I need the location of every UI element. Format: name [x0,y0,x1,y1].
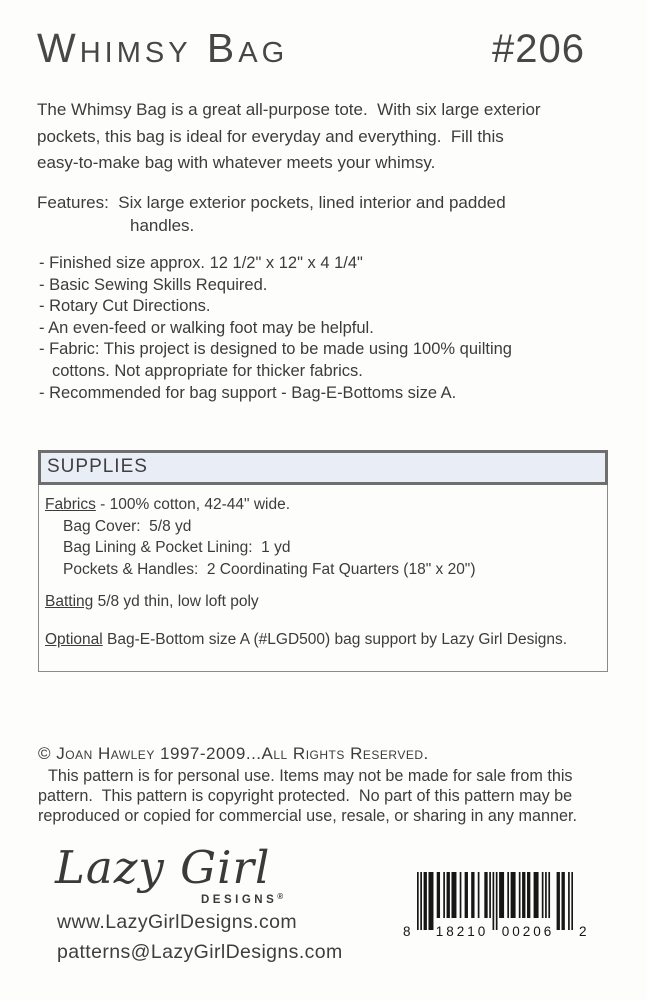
supply-item: Pockets & Handles: 2 Coordinating Fat Quarters (18" x 20") [63,560,476,578]
supplies-body [38,485,608,672]
optional-detail: Bag-E-Bottom size A (#LGD500) bag support by Lazy Girl Designs. [102,630,568,648]
fabrics-line [45,494,601,516]
features-line: handles. [130,216,195,235]
fabrics-detail: - 100% cotton, 42-44" wide. [95,496,291,513]
feature-item: - Fabric: This project is designed to be made using 100% quilting [39,340,512,359]
optional-label: Optional [45,630,103,648]
copyright-line: This pattern is for personal use. Items may not be made for sale from this [48,767,573,785]
intro-paragraph [37,97,541,177]
feature-item: - Recommended for bag support - Bag-E-Bottoms size A. [39,383,457,402]
website-url: www.LazyGirlDesigns.com [57,911,298,933]
logo-designs-text [201,892,283,906]
upc-barcode [403,872,587,948]
feature-list [39,253,512,404]
registered-trademark-icon: ® [277,892,284,901]
email-address: patterns@LazyGirlDesigns.com [57,941,343,963]
fabrics-label: Fabrics [45,496,96,513]
optional-line [45,629,601,651]
feature-item-continuation: cottons. Not appropriate for thicker fabrics. [52,361,363,380]
features-line: Features: Six large exterior pockets, lined interior and padded [37,193,506,212]
barcode-left-group: 18210 [435,924,489,939]
feature-item: - Finished size approx. 12 1/2" x 12" x 4 1/4" [39,254,363,272]
supplies-header: SUPPLIES [38,450,608,485]
copyright-line: reproduced or copied for commercial use, resale, or sharing in any manner. [38,807,577,825]
pattern-number: #206 [492,27,585,71]
intro-line: pockets, this bag is ideal for everyday and everything. Fill this [37,126,504,146]
header-row [37,26,585,72]
feature-item: - Basic Sewing Skills Required. [39,275,268,294]
intro-line: easy-to-make bag with whatever meets your whimsy. [37,153,436,172]
page-title: Whimsy Bag [37,25,289,71]
barcode-lead-digit: 8 [403,924,411,939]
logo-script-text: Lazy Girl [55,841,271,894]
batting-line [45,591,601,613]
supply-item: Bag Cover: 5/8 yd [63,517,192,535]
features-paragraph [37,191,506,237]
barcode-check-digit: 2 [579,924,587,939]
copyright-block [38,744,577,826]
batting-detail: 5/8 yd thin, low loft poly [93,593,259,610]
copyright-line: pattern. This pattern is copyright protected. No part of this pattern may be [38,787,573,805]
feature-item: - An even-feed or walking foot may be helpful. [39,318,374,337]
supply-item: Bag Lining & Pocket Lining: 1 yd [63,539,291,556]
barcode-right-group: 00206 [501,924,555,939]
supplies-box [38,450,608,672]
copyright-header: © Joan Hawley 1997-2009...All Rights Reserved. [38,744,429,763]
logo-sub-label: DESIGNS [201,894,278,906]
feature-item: - Rotary Cut Directions. [39,297,211,316]
intro-line: The Whimsy Bag is a great all-purpose tote. With six large exterior [37,100,541,119]
batting-label: Batting [45,593,94,610]
lazy-girl-logo [55,841,295,907]
upc-barcode-svg [417,872,573,930]
